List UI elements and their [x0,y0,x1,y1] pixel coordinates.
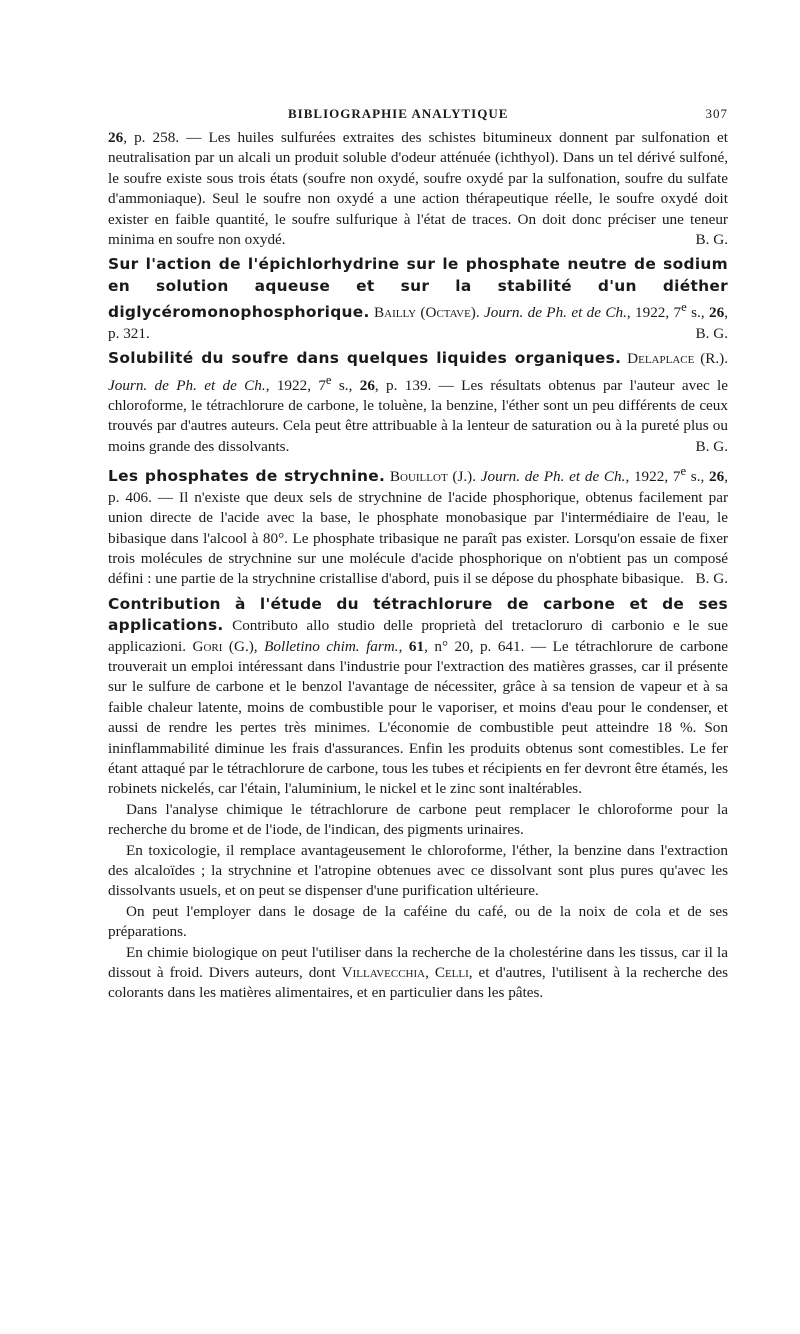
paragraph: Dans l'analyse chimique le tétrachlorure de carbone peut remplacer le chloroforme pour la recherche du brome et de l'iode, de l'indican, des pigments urinaires. [108,800,728,839]
bibliography-entry [108,348,728,457]
entry-ref: , p. 321. [108,304,728,342]
entry-author-first: (Octave). [420,304,480,322]
entry-title: Sur l'action de l'épichlorhydrine sur le phosphate neutre de sodium en solution aqueuse et sur la stabilité d'un diéther diglycéromonophosphorique. [108,255,728,322]
bibliography-entry [108,594,728,800]
signature: B. G. [695,324,728,342]
entry-journal: Bolletino chim. farm. [264,637,399,655]
entry-ref-sup: e [680,464,687,479]
paragraph: En toxicologie, il remplace avantageusement le chloroforme, l'éther, la benzine dans l'extraction des alcaloïdes ; la strychnine et l'atropine obtenues avec ce dissolvant sont plus pures qu'avec les dissolvants usuels, et on peut se dispenser d'une purification ultérieure. [108,841,728,900]
entry-author: Gori [192,637,223,655]
entry-author-first: (G.), [228,637,258,655]
entry-ref-sup: e [681,300,687,315]
entry-ref: , 1922, 7 [625,468,681,486]
entry-ref: s., [331,376,360,394]
entry-journal: Journ. de Ph. et de Ch. [484,304,627,322]
entry-journal: Journ. de Ph. et de Ch. [480,468,626,486]
entry-body: — Les résultats obtenus par l'auteur avec le chloroforme, le tétrachlorure de carbone, le toluène, la benzine, l'éther sont un peu différents de ceux trouvés par d'autres auteurs. Cela peut être attribuable à la lenteur de saturation ou à la pureté plus ou moins grande des dissolvants. [108,376,728,455]
entry-ref: , p. 406. [108,468,729,506]
author-name: Villavecchia [341,964,426,982]
paragraph-text: , et d'autres, l'utilisent à la recherche des colorants dans les matières alimentaires, et en particulier dans les pâtes. [108,964,729,1002]
entry-ref: , 1922, 7 [265,376,326,394]
paragraph-text: En chimie biologique on peut l'utiliser dans la recherche de la cholestérine dans les tissus, car il la dissout à froid. Divers auteurs, dont [108,943,728,982]
bibliography-entry [108,254,728,344]
entry-ref: s., [686,468,710,486]
entry-title: Solubilité du soufre dans quelques liquides organiques. [108,349,622,368]
running-title: BIBLIOGRAPHIE ANALYTIQUE [288,106,509,121]
bibliography-entry [108,461,728,590]
entry-ref: , p. 139. [374,376,432,394]
signature: B. G. [695,570,728,588]
entry-ref-sup: e [325,372,332,387]
signature: B. G. [695,437,728,455]
paragraph: On peut l'employer dans le dosage de la caféine du café, ou de la noix de cola et de ses préparations. [108,902,728,941]
volume-number: 26 [709,304,725,322]
entry-author: Delaplace [627,350,695,368]
entry-ref: , [398,637,409,655]
entry-title: Contribution à l'étude du tétrachlorure de carbone et de ses applications. [108,594,728,635]
entry-ref: , n° 20, p. 641. [424,637,525,655]
entry-author: Bailly [374,304,417,322]
page [108,106,728,1004]
author-name: Celli [434,964,469,982]
volume-number: 26 [108,129,124,146]
entry-author-first: (J.). [452,468,477,486]
page-header [108,106,728,128]
entry-journal: Journ. de Ph. et de Ch. [108,376,266,394]
entry-author: Bouillot [389,468,448,486]
entry-continuation [108,128,728,250]
paragraph-text: , [425,964,435,982]
entry-body: , p. 258. — Les huiles sulfurées extraites des schistes bitumineux donnent par sulfonation et neutralisation par un alcali un produit soluble d'odeur atténuée (ichthyol). Dans un tel dérivé sulfoné, le soufre existe sous trois états (soufre non oxydé, soufre oxydé par la sulfonation, soufre du sulfate d'ammoniaque). Seul le soufre non oxydé a une action thérapeutique réelle, le soufre oxydé doit exister en faible quantité, le soufre sulfurique à l'état de traces. On doit donc préciser une teneur minima en soufre non oxydé. [108,129,728,249]
entry-italian-title: Contributo allo studio delle proprietà del tretacloruro di carbonio e le sue applicazioni. [108,617,728,655]
entry-ref: s., [686,304,710,322]
entry-author-first: (R.). [700,350,729,368]
entry-body: — Le tétrachlorure de carbone trouverait un emploi intéressant dans l'industrie pour l'extraction des matières grasses, car il présente sur le sulfure de carbone et le benzol l'avantage de nécessiter, grâce à sa tension de vapeur et à sa faible chaleur latente, moins de combustible pour le vaporiser, et moins d'eau pour le condenser, et aussi de rendre les pertes très minimes. L'économie de combustible peut atteindre 18 %. Son ininflammabilité diminue les frais d'assurances. Enfin les produits obtenus sont comestibles. Le fer étant attaqué par le tétrachlorure de carbone, tous les tubes et récipients en fer devront être étamés, les robinets nickelés, car l'étain, l'aluminium, le nickel et le zinc sont inaltérables. [108,637,729,798]
entry-body: — Il n'existe que deux sels de strychnine de l'acide phosphorique, obtenus facilement par union directe de l'acide avec la base, le phosphate monobasique par l'intermédiaire de l'eau, le bibasique dans l'alcool à 80°. Le phosphate tribasique ne paraît pas exister. Lorsqu'on essaie de fixer trois molécules de strychnine sur une molécule d'acide phosphorique on n'obtient pas un composé défini : une partie de la strychnine cristallise d'abord, puis il se dépose du phosphate bibasique. [108,488,729,588]
entry-title: Les phosphates de strychnine. [108,467,386,486]
volume-number: 26 [359,376,375,394]
volume-number: 61 [408,637,425,655]
signature: B. G. [695,231,728,249]
page-number: 307 [705,106,728,121]
entry-ref: , 1922, 7 [626,304,682,322]
volume-number: 26 [709,468,725,486]
paragraph [108,943,728,1004]
